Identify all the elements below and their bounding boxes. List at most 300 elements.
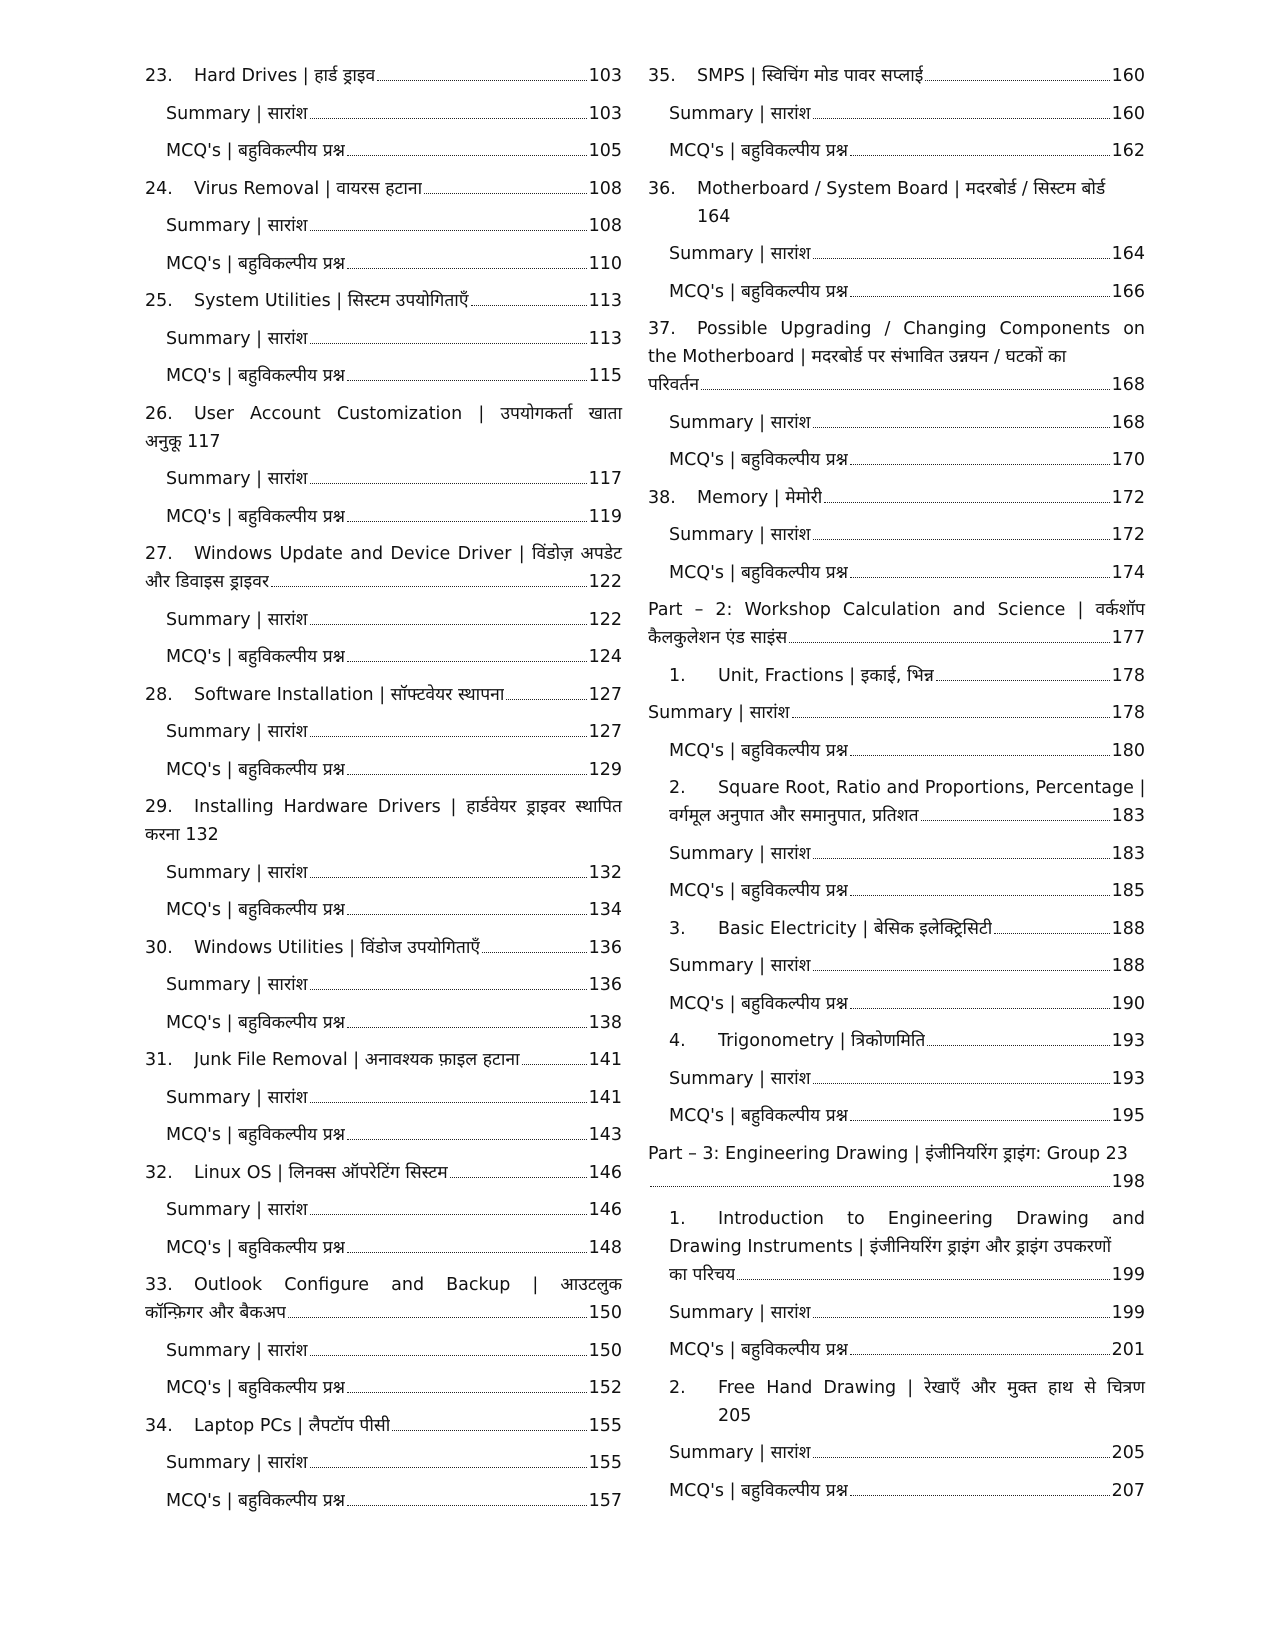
toc-subentry bbox=[648, 240, 1145, 268]
toc-chapter-entry bbox=[145, 540, 622, 596]
dot-leader bbox=[347, 1505, 587, 1506]
toc-entry-page: 103 bbox=[588, 66, 622, 86]
toc-entry-page: 146 bbox=[588, 1200, 622, 1220]
toc-entry-number: 1. bbox=[669, 665, 686, 686]
toc-entry-page: 199 bbox=[1111, 1265, 1145, 1285]
dot-leader bbox=[813, 427, 1110, 428]
toc-entry-title: Summary | सारांश bbox=[166, 975, 308, 995]
toc-entry-page: 155 bbox=[588, 1415, 622, 1436]
toc-entry-title: Windows Utilities | विंडोज उपयोगिताएँ bbox=[194, 937, 481, 958]
toc-section-entry bbox=[648, 1027, 1145, 1055]
toc-entry-number: 26. bbox=[145, 403, 173, 424]
toc-entry-page: 150 bbox=[588, 1303, 622, 1323]
toc-subentry bbox=[648, 1065, 1145, 1093]
dot-leader bbox=[310, 118, 587, 119]
toc-subentry bbox=[648, 409, 1145, 437]
toc-entry-title: Summary | सारांश bbox=[669, 525, 811, 545]
toc-entry-page: 110 bbox=[588, 253, 622, 274]
toc-entry-page: 170 bbox=[1111, 450, 1145, 470]
toc-entry-number: 25. bbox=[145, 291, 173, 311]
toc-entry-page: 146 bbox=[588, 1162, 622, 1183]
toc-section-entry bbox=[648, 662, 1145, 690]
dot-leader bbox=[310, 483, 587, 484]
toc-chapter-entry bbox=[145, 400, 622, 456]
toc-entry-page: 127 bbox=[588, 684, 622, 705]
toc-entry-page: 198 bbox=[1111, 1171, 1145, 1192]
toc-entry-number: 34. bbox=[145, 1415, 173, 1436]
dot-leader bbox=[347, 914, 587, 915]
toc-subentry bbox=[648, 1477, 1145, 1505]
toc-chapter-entry bbox=[648, 62, 1145, 90]
toc-subentry bbox=[648, 952, 1145, 980]
toc-entry-title: MCQ's | बहुविकल्पीय प्रश्न bbox=[669, 141, 849, 161]
toc-entry-page: 129 bbox=[588, 759, 622, 780]
toc-chapter-entry bbox=[648, 315, 1145, 399]
toc-entry-title: MCQ's | बहुविकल्पीय प्रश्न bbox=[166, 1378, 346, 1398]
toc-entry-title: Software Installation | सॉफ्टवेयर स्थापना bbox=[194, 684, 505, 705]
toc-subentry bbox=[648, 559, 1145, 587]
dot-leader bbox=[813, 970, 1110, 971]
dot-leader bbox=[650, 1186, 1110, 1187]
toc-entry-number: 4. bbox=[669, 1031, 686, 1051]
toc-entry-page: 141 bbox=[588, 1050, 622, 1070]
toc-entry-page: 178 bbox=[1111, 703, 1145, 723]
toc-subentry bbox=[145, 1449, 622, 1477]
toc-entry-page: 166 bbox=[1111, 281, 1145, 302]
toc-entry-page: 188 bbox=[1111, 918, 1145, 939]
toc-subentry bbox=[145, 1121, 622, 1149]
toc-entry-title: Summary | सारांश bbox=[669, 1068, 811, 1089]
dot-leader bbox=[471, 305, 587, 306]
toc-entry-page: 162 bbox=[1111, 141, 1145, 161]
dot-leader bbox=[921, 820, 1110, 821]
toc-subentry bbox=[145, 100, 622, 128]
toc-entry-title-line: Possible Upgrading / Changing Components on bbox=[697, 319, 1145, 339]
toc-subentry bbox=[648, 446, 1145, 474]
toc-section-entry bbox=[648, 915, 1145, 943]
toc-entry-title: Summary | सारांश bbox=[669, 1443, 811, 1463]
toc-subentry bbox=[648, 100, 1145, 128]
toc-entry-page: 195 bbox=[1111, 1106, 1145, 1126]
dot-leader bbox=[482, 952, 587, 953]
toc-column-right bbox=[648, 62, 1145, 1505]
toc-entry-title: MCQ's | बहुविकल्पीय प्रश्न bbox=[669, 281, 849, 302]
toc-entry-page: 177 bbox=[1111, 628, 1145, 648]
toc-entry-title: MCQ's | बहुविकल्पीय प्रश्न bbox=[669, 1480, 849, 1501]
toc-entry-title-line: Part – 3: Engineering Drawing | इंजीनियरिंग ड्राइंग: Group 23 bbox=[648, 1143, 1128, 1164]
toc-subentry bbox=[145, 362, 622, 390]
toc-entry-title: MCQ's | बहुविकल्पीय प्रश्न bbox=[166, 759, 346, 780]
toc-chapter-entry bbox=[145, 1159, 622, 1187]
toc-entry-number: 24. bbox=[145, 178, 173, 199]
toc-entry-number: 23. bbox=[145, 66, 173, 86]
toc-entry-title: Summary | सारांश bbox=[166, 1453, 308, 1473]
toc-entry-title: MCQ's | बहुविकल्पीय प्रश्न bbox=[669, 1340, 849, 1360]
dot-leader bbox=[936, 680, 1110, 681]
toc-entry-title-line: Part – 2: Workshop Calculation and Science | वर्कशॉप bbox=[648, 600, 1145, 620]
dot-leader bbox=[850, 895, 1110, 896]
toc-entry-title: MCQ's | बहुविकल्पीय प्रश्न bbox=[669, 881, 849, 901]
toc-subentry bbox=[145, 1374, 622, 1402]
toc-entry-number: 31. bbox=[145, 1050, 173, 1070]
toc-entry-page: 205 bbox=[1111, 1443, 1145, 1463]
toc-entry-title-line: Introduction to Engineering Drawing and bbox=[718, 1209, 1145, 1229]
dot-leader bbox=[450, 1177, 587, 1178]
toc-entry-title: कॉन्फ़िगर और बैकअप bbox=[145, 1303, 287, 1323]
toc-column-left bbox=[145, 62, 622, 1515]
toc-entry-title: Laptop PCs | लैपटॉप पीसी bbox=[194, 1415, 391, 1436]
toc-entry-title: Summary | सारांश bbox=[669, 103, 811, 124]
toc-entry-page: 193 bbox=[1111, 1031, 1145, 1051]
toc-entry-page: 117 bbox=[588, 469, 622, 489]
dot-leader bbox=[310, 343, 587, 344]
toc-entry-page: 180 bbox=[1111, 740, 1145, 761]
toc-entry-title: MCQ's | बहुविकल्पीय प्रश्न bbox=[669, 1106, 849, 1126]
toc-subentry bbox=[145, 212, 622, 240]
toc-entry-title-line: Windows Update and Device Driver | विंडोज़ अपडेट bbox=[194, 544, 622, 564]
toc-entry-number: 29. bbox=[145, 797, 173, 817]
dot-leader bbox=[994, 933, 1109, 934]
dot-leader bbox=[792, 717, 1110, 718]
dot-leader bbox=[925, 80, 1109, 81]
toc-entry-page: 138 bbox=[588, 1012, 622, 1033]
dot-leader bbox=[850, 755, 1110, 756]
toc-subentry bbox=[145, 859, 622, 887]
toc-entry-title: Trigonometry | त्रिकोणमिति bbox=[718, 1031, 926, 1051]
dot-leader bbox=[850, 1495, 1110, 1496]
toc-subentry bbox=[145, 1009, 622, 1037]
toc-entry-page: 168 bbox=[1111, 375, 1145, 395]
toc-chapter-entry bbox=[145, 287, 622, 315]
toc-entry-title: Summary | सारांश bbox=[166, 1340, 308, 1361]
dot-leader bbox=[377, 80, 586, 81]
toc-entry-title: परिवर्तन bbox=[648, 375, 700, 395]
toc-entry-title-line: Outlook Configure and Backup | आउटलुक bbox=[194, 1275, 622, 1295]
toc-subentry bbox=[145, 896, 622, 924]
toc-subentry bbox=[145, 465, 622, 493]
toc-entry-number: 32. bbox=[145, 1162, 173, 1183]
toc-chapter-entry bbox=[648, 484, 1145, 512]
toc-entry-title: MCQ's | बहुविकल्पीय प्रश्न bbox=[166, 1125, 346, 1145]
toc-entry-page: 157 bbox=[588, 1490, 622, 1511]
toc-entry-number: 2. bbox=[669, 778, 686, 798]
toc-entry-page: 155 bbox=[588, 1453, 622, 1473]
toc-entry-title: SMPS | स्विचिंग मोड पावर सप्लाई bbox=[697, 66, 924, 86]
toc-entry-title: Summary | सारांश bbox=[166, 609, 308, 630]
dot-leader bbox=[347, 155, 587, 156]
dot-leader bbox=[310, 736, 587, 737]
toc-entry-page: 201 bbox=[1111, 1340, 1145, 1360]
toc-entry-page: 150 bbox=[588, 1340, 622, 1361]
toc-entry-title: MCQ's | बहुविकल्पीय प्रश्न bbox=[166, 366, 346, 386]
toc-entry-page: 160 bbox=[1111, 66, 1145, 86]
toc-entry-title: Summary | सारांश bbox=[648, 703, 790, 723]
dot-leader bbox=[813, 539, 1110, 540]
toc-subentry bbox=[648, 521, 1145, 549]
toc-entry-title: MCQ's | बहुविकल्पीय प्रश्न bbox=[166, 900, 346, 920]
toc-entry-page: 183 bbox=[1111, 843, 1145, 864]
toc-subentry bbox=[145, 643, 622, 671]
toc-entry-title: System Utilities | सिस्टम उपयोगिताएँ bbox=[194, 291, 469, 311]
toc-entry-page: 152 bbox=[588, 1378, 622, 1398]
toc-entry-number: 38. bbox=[648, 487, 676, 508]
toc-entry-title: कैलकुलेशन एंड साइंस bbox=[648, 628, 788, 648]
toc-subentry bbox=[145, 1487, 622, 1515]
toc-chapter-entry bbox=[145, 1271, 622, 1327]
toc-entry-title: MCQ's | बहुविकल्पीय प्रश्न bbox=[166, 141, 346, 161]
toc-entry-number: 27. bbox=[145, 544, 173, 564]
dot-leader bbox=[701, 389, 1110, 390]
toc-entry-title: Summary | सारांश bbox=[166, 103, 308, 124]
dot-leader bbox=[271, 586, 586, 587]
toc-subentry bbox=[145, 250, 622, 278]
dot-leader bbox=[927, 1045, 1109, 1046]
toc-entry-page: 207 bbox=[1111, 1480, 1145, 1501]
toc-chapter-entry bbox=[145, 1046, 622, 1074]
toc-entry-title: MCQ's | बहुविकल्पीय प्रश्न bbox=[166, 253, 346, 274]
toc-entry-page: 178 bbox=[1111, 665, 1145, 686]
toc-entry-page: 132 bbox=[588, 862, 622, 883]
toc-entry-title: MCQ's | बहुविकल्पीय प्रश्न bbox=[669, 562, 849, 583]
toc-subentry bbox=[145, 606, 622, 634]
toc-entry-page: 136 bbox=[588, 937, 622, 958]
toc-entry-title-line: the Motherboard | मदरबोर्ड पर संभावित उन्नयन / घटकों का bbox=[648, 347, 1067, 367]
toc-entry-page: 160 bbox=[1111, 103, 1145, 124]
toc-entry-page: 113 bbox=[588, 291, 622, 311]
toc-entry-page: 185 bbox=[1111, 881, 1145, 901]
dot-leader bbox=[310, 230, 587, 231]
toc-entry-title: का परिचय bbox=[669, 1265, 736, 1285]
dot-leader bbox=[347, 268, 587, 269]
dot-leader bbox=[310, 877, 587, 878]
toc-entry-title: Memory | मेमोरी bbox=[697, 487, 823, 508]
toc-section-entry bbox=[648, 774, 1145, 830]
toc-section-entry bbox=[648, 1374, 1145, 1430]
toc-subentry bbox=[145, 503, 622, 531]
dot-leader bbox=[347, 1392, 587, 1393]
toc-entry-title: Summary | सारांश bbox=[669, 1302, 811, 1323]
toc-entry-title-line: 164 bbox=[697, 206, 731, 227]
toc-entry-title: MCQ's | बहुविकल्पीय प्रश्न bbox=[166, 1012, 346, 1033]
toc-entry-page: 108 bbox=[588, 178, 622, 199]
toc-subentry bbox=[145, 756, 622, 784]
toc-entry-title: Summary | सारांश bbox=[669, 412, 811, 433]
toc-entry-page: 164 bbox=[1111, 244, 1145, 264]
toc-entry-page: 188 bbox=[1111, 956, 1145, 976]
toc-subentry bbox=[648, 990, 1145, 1018]
toc-chapter-entry bbox=[145, 175, 622, 203]
toc-entry-title: Summary | सारांश bbox=[166, 722, 308, 742]
toc-chapter-entry bbox=[145, 793, 622, 849]
dot-leader bbox=[737, 1279, 1109, 1280]
dot-leader bbox=[347, 661, 587, 662]
toc-entry-page: 124 bbox=[588, 647, 622, 667]
toc-entry-title-line: 205 bbox=[718, 1405, 752, 1426]
toc-entry-title: Summary | सारांश bbox=[166, 1200, 308, 1220]
toc-entry-page: 148 bbox=[588, 1237, 622, 1258]
toc-entry-page: 119 bbox=[588, 506, 622, 527]
dot-leader bbox=[850, 1008, 1110, 1009]
dot-leader bbox=[506, 699, 586, 700]
toc-entry-page: 174 bbox=[1111, 562, 1145, 583]
dot-leader bbox=[789, 642, 1109, 643]
toc-subentry bbox=[648, 278, 1145, 306]
toc-entry-page: 183 bbox=[1111, 806, 1145, 826]
toc-entry-title: MCQ's | बहुविकल्पीय प्रश्न bbox=[166, 647, 346, 667]
toc-entry-title: Unit, Fractions | इकाई, भिन्न bbox=[718, 665, 934, 686]
toc-entry-title: Linux OS | लिनक्स ऑपरेटिंग सिस्टम bbox=[194, 1162, 448, 1183]
toc-entry-title: Hard Drives | हार्ड ड्राइव bbox=[194, 66, 376, 86]
toc-subentry bbox=[145, 718, 622, 746]
toc-entry-page: 105 bbox=[588, 141, 622, 161]
toc-entry-page: 115 bbox=[588, 366, 622, 386]
toc-entry-page: 172 bbox=[1111, 525, 1145, 545]
toc-entry-number: 2. bbox=[669, 1377, 686, 1398]
toc-entry-title: MCQ's | बहुविकल्पीय प्रश्न bbox=[669, 450, 849, 470]
toc-chapter-entry bbox=[145, 934, 622, 962]
toc-entry-number: 28. bbox=[145, 684, 173, 705]
toc-subentry bbox=[145, 1196, 622, 1224]
dot-leader bbox=[310, 989, 587, 990]
dot-leader bbox=[347, 774, 587, 775]
toc-entry-title: MCQ's | बहुविकल्पीय प्रश्न bbox=[669, 740, 849, 761]
toc-subentry bbox=[145, 1337, 622, 1365]
toc-entry-title-line: अनुकू 117 bbox=[145, 431, 221, 452]
dot-leader bbox=[850, 155, 1110, 156]
toc-entry-number: 33. bbox=[145, 1275, 173, 1295]
toc-entry-title: वर्गमूल अनुपात और समानुपात, प्रतिशत bbox=[669, 806, 919, 826]
toc-entry-number: 36. bbox=[648, 178, 676, 199]
toc-subentry bbox=[648, 1102, 1145, 1130]
toc-entry-title-line: Square Root, Ratio and Proportions, Percentage | bbox=[718, 778, 1146, 798]
toc-entry-title-line: Drawing Instruments | इंजीनियरिंग ड्राइंग और ड्राइंग उपकरणों bbox=[669, 1237, 1112, 1257]
dot-leader bbox=[347, 1252, 587, 1253]
toc-entry-page: 113 bbox=[588, 328, 622, 349]
toc-chapter-entry bbox=[145, 1412, 622, 1440]
dot-leader bbox=[522, 1064, 587, 1065]
toc-entry-title-line: करना 132 bbox=[145, 825, 219, 845]
toc-section-entry bbox=[648, 1205, 1145, 1289]
toc-subentry bbox=[648, 840, 1145, 868]
toc-entry-page: 141 bbox=[588, 1087, 622, 1108]
dot-leader bbox=[347, 380, 587, 381]
dot-leader bbox=[310, 1355, 587, 1356]
toc-part-heading bbox=[648, 1140, 1145, 1196]
dot-leader bbox=[310, 1214, 587, 1215]
toc-subentry bbox=[648, 877, 1145, 905]
dot-leader bbox=[850, 577, 1110, 578]
toc-entry-title: MCQ's | बहुविकल्पीय प्रश्न bbox=[669, 993, 849, 1014]
toc-entry-title: Virus Removal | वायरस हटाना bbox=[194, 178, 423, 199]
toc-subentry bbox=[145, 1234, 622, 1262]
toc-entry-title: Summary | सारांश bbox=[669, 244, 811, 264]
dot-leader bbox=[347, 1027, 587, 1028]
toc-entry-number: 35. bbox=[648, 66, 676, 86]
dot-leader bbox=[824, 502, 1109, 503]
toc-entry-page: 199 bbox=[1111, 1302, 1145, 1323]
toc-entry-title: Summary | सारांश bbox=[166, 1087, 308, 1108]
toc-chapter-entry bbox=[145, 681, 622, 709]
dot-leader bbox=[813, 1317, 1110, 1318]
toc-entry-page: 108 bbox=[588, 216, 622, 236]
toc-entry-title-line: User Account Customization | उपयोगकर्ता खाता bbox=[194, 403, 622, 424]
toc-subentry bbox=[648, 1336, 1145, 1364]
toc-entry-page: 190 bbox=[1111, 993, 1145, 1014]
toc-subentry bbox=[648, 699, 1145, 727]
toc-subentry bbox=[145, 325, 622, 353]
toc-entry-page: 143 bbox=[588, 1125, 622, 1145]
dot-leader bbox=[813, 858, 1110, 859]
toc-entry-title: MCQ's | बहुविकल्पीय प्रश्न bbox=[166, 1490, 346, 1511]
toc-part-heading bbox=[648, 596, 1145, 652]
toc-subentry bbox=[648, 1439, 1145, 1467]
toc-entry-page: 134 bbox=[588, 900, 622, 920]
toc-entry-title: Basic Electricity | बेसिक इलेक्ट्रिसिटी bbox=[718, 918, 993, 939]
dot-leader bbox=[310, 1467, 587, 1468]
dot-leader bbox=[850, 296, 1110, 297]
toc-entry-title: MCQ's | बहुविकल्पीय प्रश्न bbox=[166, 506, 346, 527]
dot-leader bbox=[424, 193, 586, 194]
toc-entry-page: 193 bbox=[1111, 1068, 1145, 1089]
dot-leader bbox=[850, 1354, 1110, 1355]
dot-leader bbox=[813, 118, 1110, 119]
dot-leader bbox=[288, 1317, 586, 1318]
dot-leader bbox=[347, 1139, 587, 1140]
toc-entry-title: Junk File Removal | अनावश्यक फ़ाइल हटाना bbox=[194, 1050, 520, 1070]
toc-subentry bbox=[648, 137, 1145, 165]
dot-leader bbox=[813, 1457, 1110, 1458]
toc-entry-number: 1. bbox=[669, 1209, 686, 1229]
toc-entry-number: 37. bbox=[648, 319, 676, 339]
toc-entry-page: 122 bbox=[588, 609, 622, 630]
toc-subentry bbox=[145, 1084, 622, 1112]
toc-entry-title: और डिवाइस ड्राइवर bbox=[145, 572, 270, 592]
toc-entry-title: Summary | सारांश bbox=[669, 956, 811, 976]
toc-entry-page: 172 bbox=[1111, 487, 1145, 508]
dot-leader bbox=[392, 1430, 586, 1431]
toc-entry-title-line: Motherboard / System Board | मदरबोर्ड / सिस्टम बोर्ड bbox=[697, 178, 1106, 199]
toc-entry-page: 103 bbox=[588, 103, 622, 124]
dot-leader bbox=[347, 521, 587, 522]
dot-leader bbox=[310, 624, 587, 625]
dot-leader bbox=[850, 464, 1110, 465]
toc-chapter-entry bbox=[145, 62, 622, 90]
toc-entry-title: MCQ's | बहुविकल्पीय प्रश्न bbox=[166, 1237, 346, 1258]
toc-entry-page: 122 bbox=[588, 572, 622, 592]
toc-entry-number: 3. bbox=[669, 918, 686, 939]
toc-subentry bbox=[648, 1299, 1145, 1327]
toc-chapter-entry bbox=[648, 175, 1145, 231]
toc-entry-page: 136 bbox=[588, 975, 622, 995]
toc-entry-title: Summary | सारांश bbox=[669, 843, 811, 864]
toc-entry-title: Summary | सारांश bbox=[166, 469, 308, 489]
toc-entry-title-line: Free Hand Drawing | रेखाएँ और मुक्त हाथ से चित्रण bbox=[718, 1377, 1145, 1398]
toc-entry-title-line: Installing Hardware Drivers | हार्डवेयर ड्राइवर स्थापित bbox=[194, 797, 622, 817]
toc-subentry bbox=[145, 971, 622, 999]
toc-entry-page: 127 bbox=[588, 722, 622, 742]
toc-entry-number: 30. bbox=[145, 937, 173, 958]
toc-subentry bbox=[145, 137, 622, 165]
dot-leader bbox=[813, 1083, 1110, 1084]
toc-entry-title: Summary | सारांश bbox=[166, 216, 308, 236]
toc-entry-title: Summary | सारांश bbox=[166, 328, 308, 349]
dot-leader bbox=[850, 1120, 1110, 1121]
dot-leader bbox=[813, 258, 1110, 259]
toc-entry-title: Summary | सारांश bbox=[166, 862, 308, 883]
toc-subentry bbox=[648, 737, 1145, 765]
toc-entry-page: 168 bbox=[1111, 412, 1145, 433]
dot-leader bbox=[310, 1102, 587, 1103]
